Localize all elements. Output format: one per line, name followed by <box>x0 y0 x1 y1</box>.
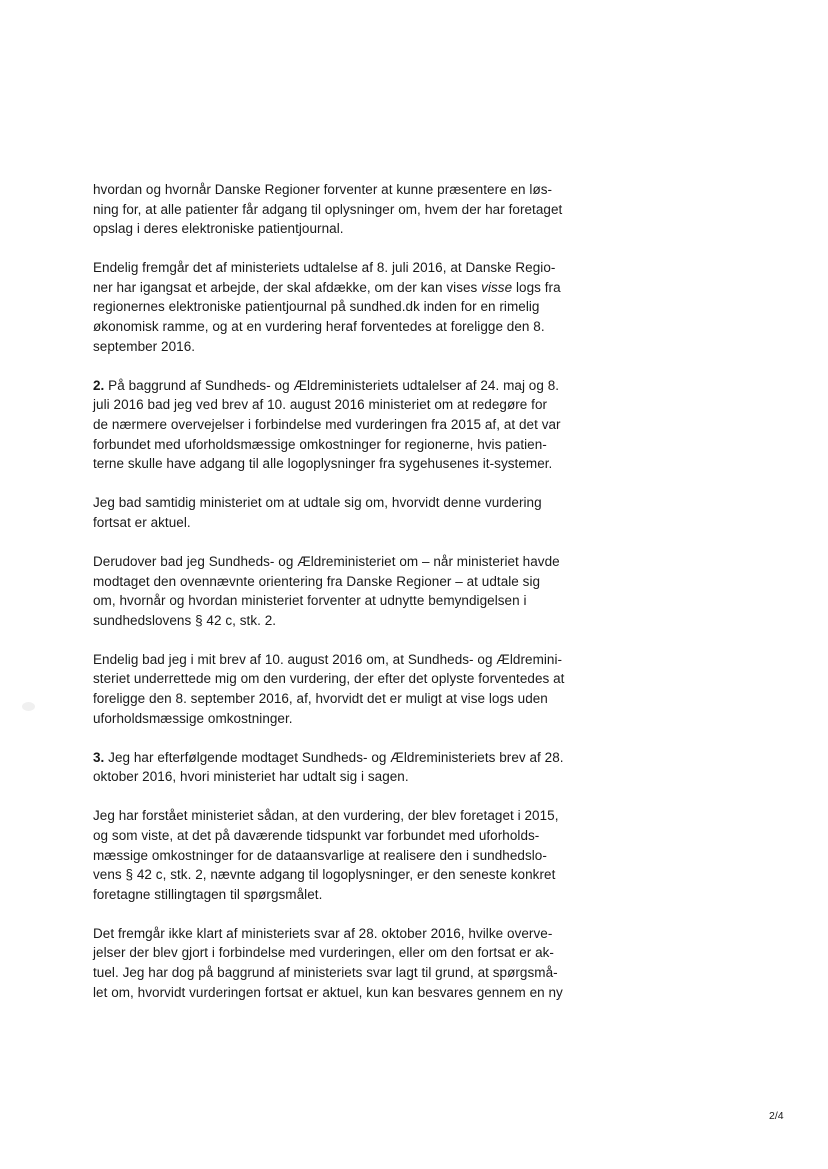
text-run: hvordan og hvornår Danske Regioner forventer at kunne præsentere en løs- <box>93 182 553 197</box>
text-run: 3. <box>93 749 105 765</box>
text-run: visse <box>481 279 513 295</box>
text-run: ner har igangsat et arbejde, der skal afdække, om der kan vises <box>93 279 482 295</box>
paragraph <box>93 258 564 356</box>
text-run: foreligge den 8. september 2016, af, hvorvidt det er muligt at vise logs uden <box>93 690 548 706</box>
text-run: foretagne stillingtagen til spørgsmålet. <box>93 886 323 902</box>
text-run: Endelig fremgår det af ministeriets udtalelse af 8. juli 2016, at Danske Regio- <box>93 260 556 276</box>
paragraph <box>93 180 564 239</box>
text-run: sundhedslovens § 42 c, stk. 2. <box>93 612 277 628</box>
paragraph <box>93 806 564 904</box>
text-run: opslag i deres elektroniske patientjournal. <box>93 221 344 237</box>
text-run: uforholdsmæssige omkostninger. <box>93 710 293 726</box>
text-run: logs fra <box>512 279 561 295</box>
text-run: og som viste, at det på daværende tidspunkt var forbundet med uforholds- <box>93 827 540 843</box>
text-run: forbundet med uforholdsmæssige omkostninger for regionerne, hvis patien- <box>93 436 547 452</box>
text-run: Derudover bad jeg Sundheds- og Ældreministeriet om – når ministeriet havde <box>93 553 560 569</box>
text-run: vens § 42 c, stk. 2, nævnte adgang til logoplysninger, er den seneste konkret <box>93 867 556 883</box>
text-run: terne skulle have adgang til alle logoplysninger fra sygehusenes it-systemer. <box>93 456 553 472</box>
text-run: Jeg bad samtidig ministeriet om at udtale sig om, hvorvidt denne vurdering <box>93 495 542 511</box>
paragraph <box>93 493 564 532</box>
scan-smudge <box>22 702 35 711</box>
text-run: jelser der blev gjort i forbindelse med vurderingen, eller om den fortsat er ak- <box>93 945 554 961</box>
text-run: modtaget den ovennævnte orientering fra Danske Regioner – at udtale sig <box>93 573 541 589</box>
text-run: mæssige omkostninger for de dataansvarlige at realisere den i sundhedslo- <box>93 847 547 863</box>
paragraph <box>93 376 564 474</box>
text-run: Jeg har efterfølgende modtaget Sundheds- og Ældreministeriets brev af 28. <box>104 749 564 765</box>
text-run: regionernes elektroniske patientjournal på sundhed.dk inden for en rimelig <box>93 299 540 315</box>
text-run: let om, hvorvidt vurderingen fortsat er aktuel, kun kan besvares gennem en ny <box>93 984 563 1000</box>
text-run: Det fremgår ikke klart af ministeriets svar af 28. oktober 2016, hvilke overve- <box>93 925 553 941</box>
paragraph <box>93 924 564 1002</box>
text-run: september 2016. <box>93 338 196 354</box>
text-run: om, hvornår og hvordan ministeriet forventer at udnytte bemyndigelsen i <box>93 593 527 609</box>
text-run: Endelig bad jeg i mit brev af 10. august 2016 om, at Sundheds- og Ældremini- <box>93 651 563 667</box>
text-run: Jeg har forstået ministeriet sådan, at den vurdering, der blev foretaget i 2015, <box>93 808 559 824</box>
paragraph <box>93 650 564 728</box>
paragraph <box>93 748 564 787</box>
text-run: ning for, at alle patienter får adgang til oplysninger om, hvem der har foretaget <box>93 201 563 217</box>
text-run: økonomisk ramme, og at en vurdering heraf forventedes at foreligge den 8. <box>93 319 545 335</box>
paragraph <box>93 552 564 630</box>
page-number: 2/4 <box>769 1110 784 1122</box>
text-run: juli 2016 bad jeg ved brev af 10. august 2016 ministeriet om at redegøre for <box>93 397 548 413</box>
document-body <box>93 180 564 1022</box>
text-run: de nærmere overvejelser i forbindelse med vurderingen fra 2015 af, at det var <box>93 416 561 432</box>
text-run: tuel. Jeg har dog på baggrund af ministeriets svar lagt til grund, at spørgsmå- <box>93 965 558 980</box>
text-run: 2. <box>93 377 105 393</box>
text-run: oktober 2016, hvori ministeriet har udtalt sig i sagen. <box>93 769 409 785</box>
text-run: fortsat er aktuel. <box>93 514 191 530</box>
text-run: På baggrund af Sundheds- og Ældreministeriets udtalelser af 24. maj og 8. <box>104 377 560 393</box>
text-run: steriet underrettede mig om den vurdering, der efter det oplyste forventedes at <box>93 671 565 687</box>
